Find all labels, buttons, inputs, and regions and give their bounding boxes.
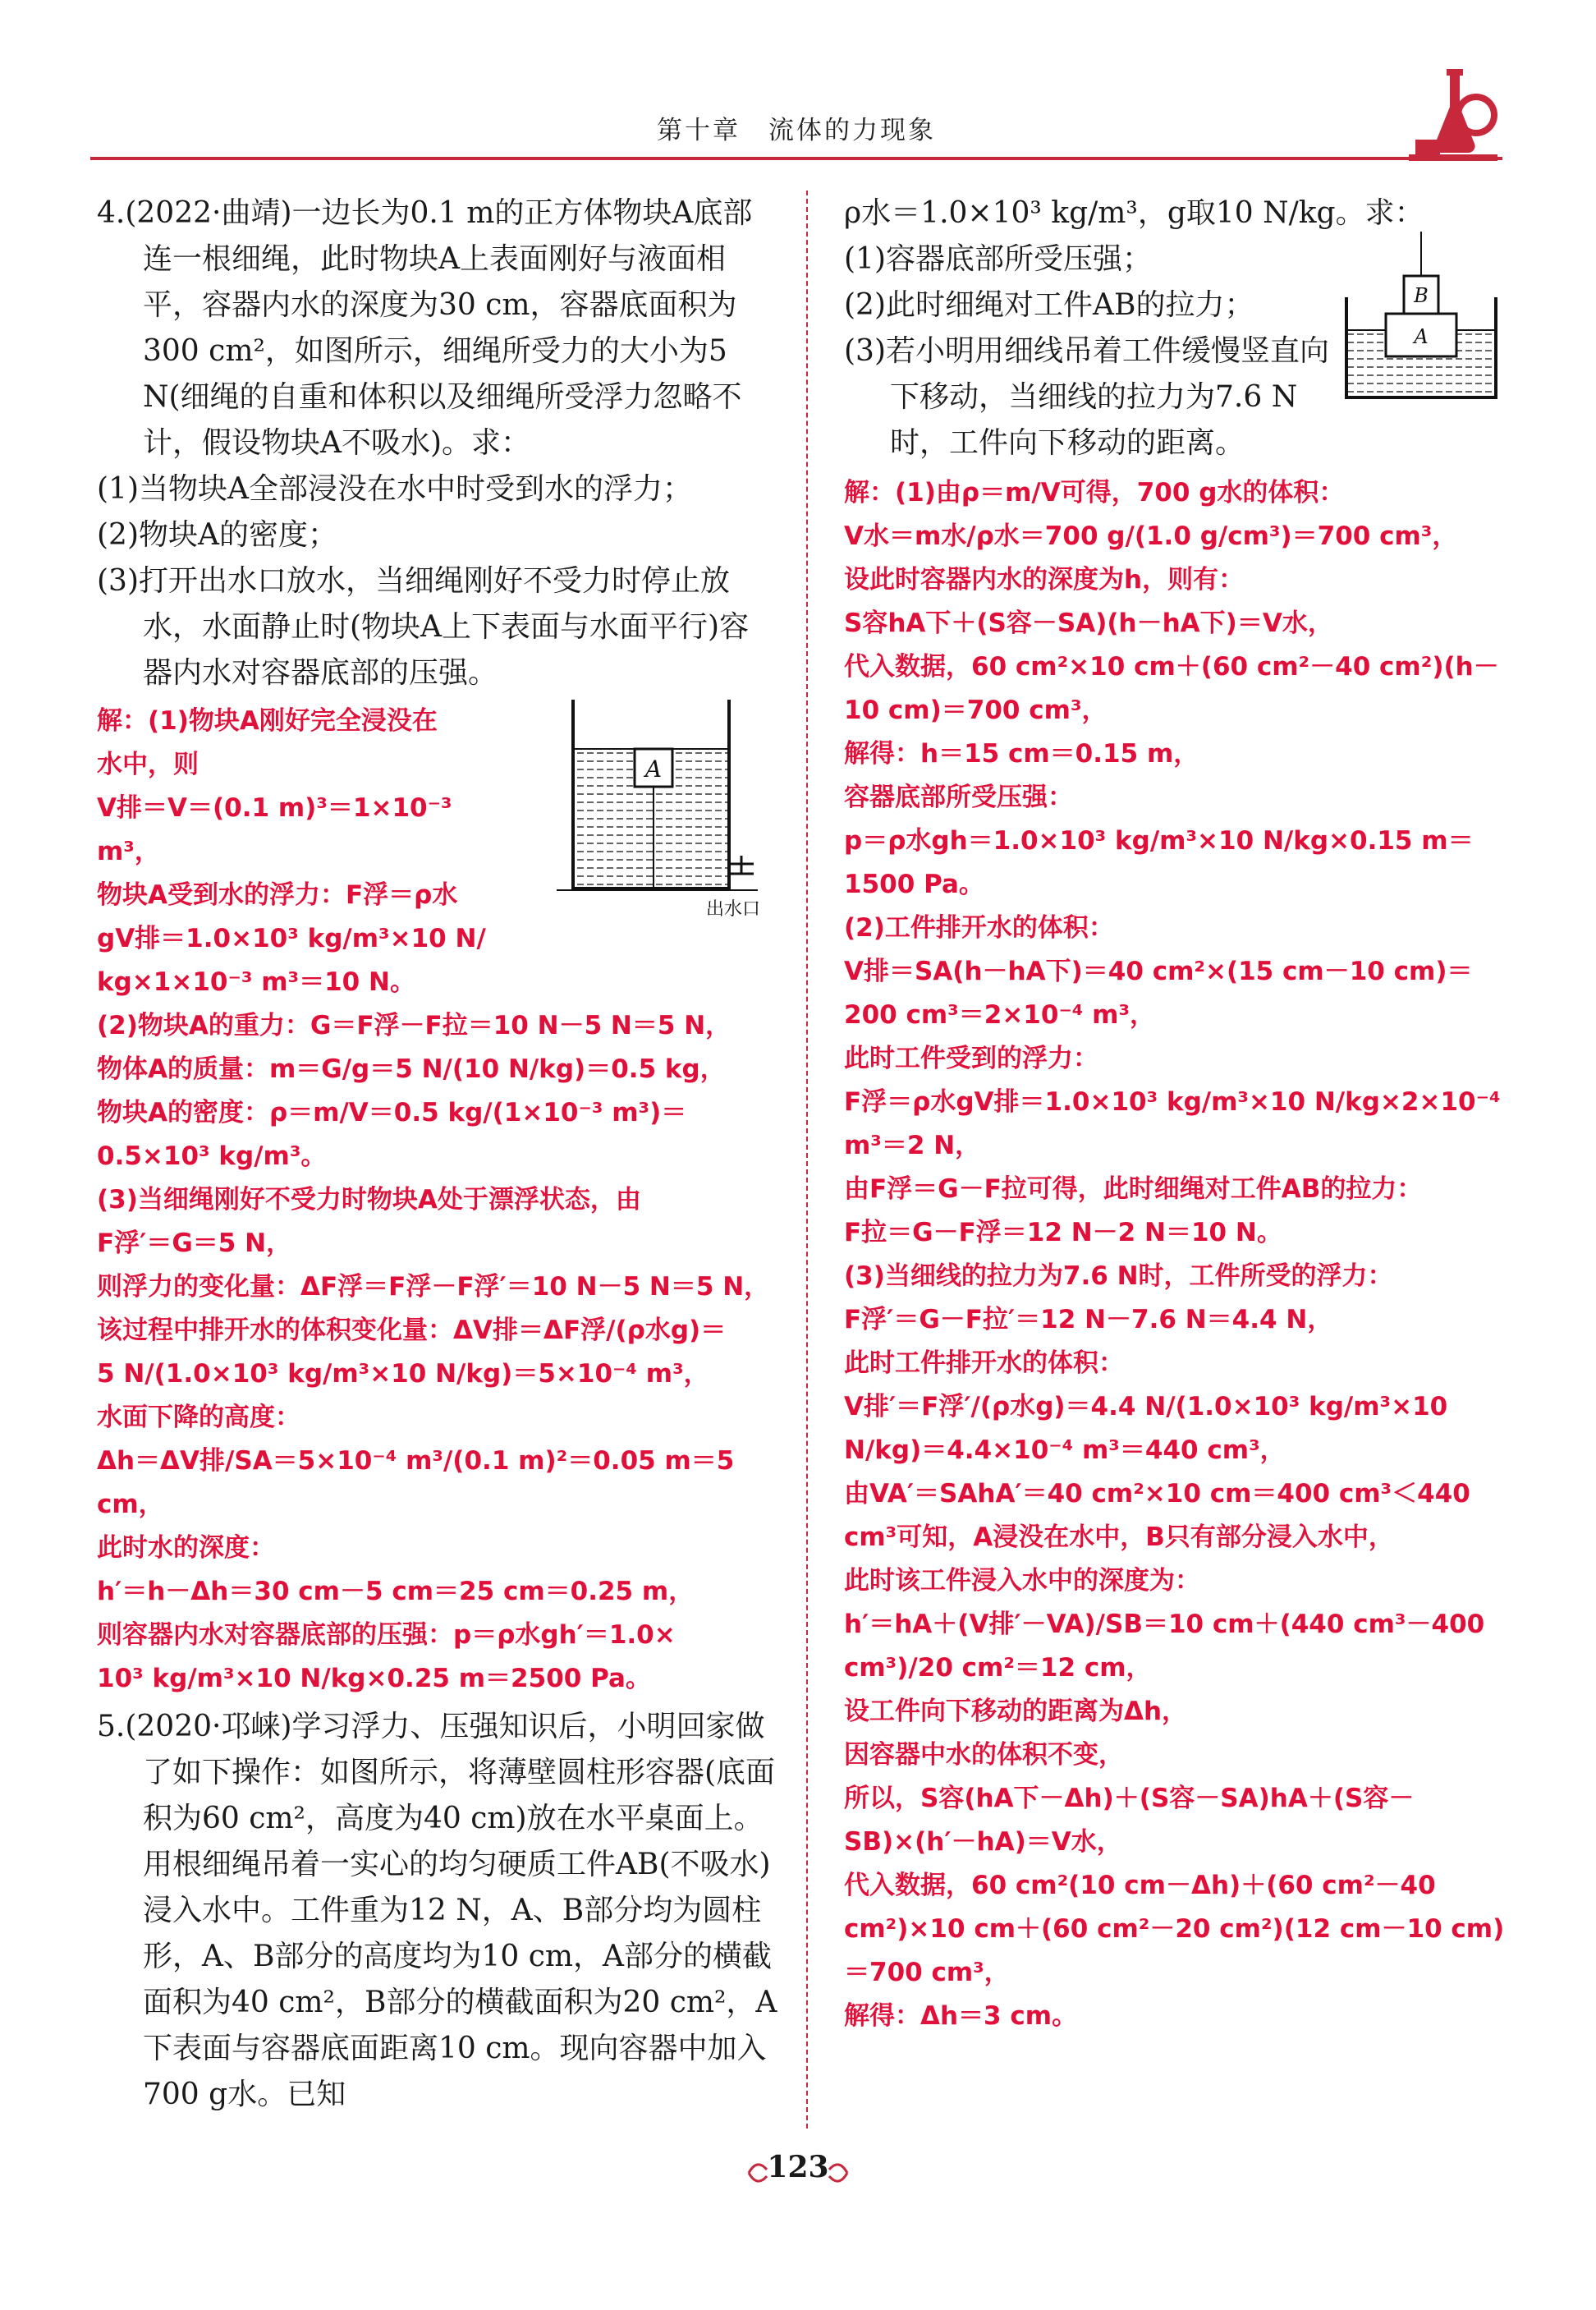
q5-sol-line: 解得：h＝15 cm＝0.15 m， — [844, 739, 1199, 769]
q4-sol-line: 该过程中排开水的体积变化量：ΔV排＝ΔF浮/(ρ水g)＝ — [97, 1316, 727, 1345]
q4-sol-line: 水中，则 — [97, 750, 199, 779]
q4-sol-line: 此时水的深度： — [97, 1533, 275, 1563]
q5-sol-line: (3)当细线的拉力为7.6 N时，工件所受的浮力： — [844, 1261, 1393, 1291]
q5-sol-line: 设此时容器内水的深度为h，则有： — [844, 565, 1245, 595]
q5-sol-line: V排＝SA(h－hA下)＝40 cm²×(15 cm－10 cm)＝200 cm³＝2×10⁻⁴ m³， — [844, 957, 1473, 1030]
q5-sub-3: (3)若小明用细线吊着工件缓慢竖直向下移动，当细线的拉力为7.6 N时，工件向下移动的距离。 — [844, 334, 1329, 460]
q5-sol-line: (2)工件排开水的体积： — [844, 913, 1114, 943]
q4-outlet-label: 出水口 — [705, 899, 761, 920]
q5-sol-line: 此时工件排开水的体积： — [844, 1348, 1124, 1378]
q5-stem: 5.(2020·邛崃)学习浮力、压强知识后，小明回家做了如下操作：如图所示，将薄壁圆柱形容器(底面积为60 cm²，高度为40 cm)放在水平桌面上。用根细绳吊着一实心的均匀硬质工件AB(不吸水)浸入水中。工件重为12 N，A、B部分均为圆柱形，A、B部分的高度均为10 cm，A部分的横截面积为40 cm²，B部分的横截面积为20 cm²，A下表面与容器底面距离10 cm。现向容器中加入700 g水。已知 — [97, 1710, 777, 2111]
q4-solution — [97, 700, 778, 1701]
q5-solution — [844, 471, 1509, 2038]
q5-sol-line: 代入数据，60 cm²(10 cm－Δh)＋(60 cm²－40 cm²)×10 cm＋(60 cm²－20 cm²)(12 cm－10 cm)＝700 cm³， — [844, 1871, 1505, 1987]
q4-stem: 4.(2022·曲靖)一边长为0.1 m的正方体物块A底部连一根细绳，此时物块A上表面刚好与液面相平，容器内水的深度为30 cm，容器底面积为300 cm²，如图所示，细绳所受力的大小为5 N(细绳的自重和体积以及细绳所受浮力忽略不计，假设物块A不吸水)。求： — [97, 196, 753, 460]
q4-sol-line: 解：(1)物块A刚好完全浸没在 — [97, 706, 438, 736]
q4-sol-line: gV排＝1.0×10³ kg/m³×10 N/ — [97, 924, 486, 953]
q5-sol-line: 所以，S容(hA下－Δh)＋(S容－SA)hA＋(S容－SB)×(h′－hA)＝V水， — [844, 1784, 1415, 1857]
q5-sol-line: V水＝m水/ρ水＝700 g/(1.0 g/cm³)＝700 cm³， — [844, 521, 1458, 551]
q4-sol-line: F浮′＝G＝5 N， — [97, 1228, 292, 1258]
q4-sub-1: (1)当物块A全部浸没在水中时受到水的浮力； — [97, 472, 692, 506]
q5-sol-line: S容hA下＋(S容－SA)(h－hA下)＝V水， — [844, 608, 1333, 638]
header-rule — [90, 157, 1502, 160]
column-divider — [806, 191, 808, 2129]
q5-sol-line: h′＝hA＋(V排′－VA)/SB＝10 cm＋(440 cm³－400 cm³)/20 cm²＝12 cm， — [844, 1610, 1485, 1683]
q4-sol-line: V排＝V＝(0.1 m)³＝1×10⁻³ m³， — [97, 793, 452, 866]
q4-sol-line: Δh＝ΔV排/SA＝5×10⁻⁴ m³/(0.1 m)²＝0.05 m＝5 cm， — [97, 1446, 735, 1519]
q4-sol-line: (3)当细绳刚好不受力时物块A处于漂浮状态，由 — [97, 1185, 641, 1215]
q4-sol-line: 物块A的密度：ρ＝m/V＝0.5 kg/(1×10⁻³ m³)＝0.5×10³ kg/m³。 — [97, 1098, 687, 1171]
q5-stem-cont: ρ水＝1.0×10³ kg/m³，g取10 N/kg。求： — [844, 196, 1424, 230]
q5-sol-line: 容器底部所受压强： — [844, 783, 1073, 812]
lab-equipment-logo-icon — [1409, 57, 1499, 164]
q5-label-a: A — [1414, 325, 1429, 348]
q4-sol-line: 物体A的质量：m＝G/g＝5 N/(10 N/kg)＝0.5 kg， — [97, 1054, 726, 1084]
q5-workpiece-figure — [1337, 232, 1509, 404]
q5-sol-line: 此时工件受到的浮力： — [844, 1044, 1098, 1073]
q4-sol-line: 5 N/(1.0×10³ kg/m³×10 N/kg)＝5×10⁻⁴ m³， — [97, 1359, 709, 1389]
chapter-title: 第十章 流体的力现象 — [657, 116, 936, 145]
q5-sol-line: 代入数据，60 cm²×10 cm＋(60 cm²－40 cm²)(h－10 cm)＝700 cm³， — [844, 652, 1499, 725]
q5-sol-line: F浮′＝G－F拉′＝12 N－7.6 N＝4.4 N， — [844, 1305, 1333, 1334]
q5-sol-line: F浮＝ρ水gV排＝1.0×10³ kg/m³×10 N/kg×2×10⁻⁴ m³＝2 N， — [844, 1087, 1501, 1160]
q4-sub-2: (2)物块A的密度； — [97, 518, 337, 552]
q5-sol-line: 解得：Δh＝3 cm。 — [844, 2001, 1078, 2031]
q5-sol-line: F拉＝G－F浮＝12 N－2 N＝10 N。 — [844, 1218, 1282, 1247]
q4-sol-line: 水面下降的高度： — [97, 1403, 300, 1432]
q5-sol-line: 设工件向下移动的距离为Δh， — [844, 1697, 1188, 1726]
q5-sol-line: 解：(1)由ρ＝m/V可得，700 g水的体积： — [844, 478, 1345, 507]
q4-sol-line: 则浮力的变化量：ΔF浮＝F浮－F浮′＝10 N－5 N＝5 N， — [97, 1272, 770, 1302]
q5-sub-2: (2)此时细绳对工件AB的拉力； — [844, 288, 1254, 322]
page-number: 123 — [767, 2150, 829, 2184]
q4-sol-line: kg×1×10⁻³ m³＝10 N。 — [97, 967, 415, 997]
right-column — [844, 191, 1509, 2038]
q5-sol-line: 由F浮＝G－F拉可得，此时细绳对工件AB的拉力： — [844, 1174, 1423, 1204]
q5-continuation — [844, 191, 1509, 466]
q4-sol-line: 则容器内水对容器底部的压强：p＝ρ水gh′＝1.0× — [97, 1620, 676, 1650]
q5-sol-line: p＝ρ水gh＝1.0×10³ kg/m³×10 N/kg×0.15 m＝1500 Pa。 — [844, 826, 1474, 899]
q4-sol-line: h′＝h－Δh＝30 cm－5 cm＝25 cm＝0.25 m， — [97, 1577, 695, 1606]
q4-container-figure — [557, 700, 770, 921]
q5-label-b: B — [1414, 284, 1429, 307]
q4-sub-3: (3)打开出水口放水，当细绳刚好不受力时停止放水，水面静止时(物块A上下表面与水面平行)容器内水对容器底部的压强。 — [97, 564, 750, 690]
q5-sol-line: 此时该工件浸入水中的深度为： — [844, 1566, 1200, 1596]
q5-sol-line: 由VA′＝SAhA′＝40 cm²×10 cm＝400 cm³＜440 cm³可知，A浸没在水中，B只有部分浸入水中， — [844, 1479, 1470, 1552]
q5-sub-1: (1)容器底部所受压强； — [844, 242, 1152, 276]
q5-sol-line: 因容器中水的体积不变， — [844, 1740, 1124, 1770]
page-header — [90, 94, 1502, 160]
left-column — [97, 191, 778, 2118]
q4-sol-line: 物块A受到水的浮力：F浮＝ρ水 — [97, 880, 458, 910]
q5-sol-line: V排′＝F浮′/(ρ水g)＝4.4 N/(1.0×10³ kg/m³×10 N/kg)＝4.4×10⁻⁴ m³＝440 cm³， — [844, 1392, 1448, 1465]
q4-block-label: A — [644, 755, 663, 783]
q4-sol-line: (2)物块A的重力：G＝F浮－F拉＝10 N－5 N＝5 N， — [97, 1011, 732, 1040]
q4-sol-line: 10³ kg/m³×10 N/kg×0.25 m＝2500 Pa。 — [97, 1664, 651, 1693]
